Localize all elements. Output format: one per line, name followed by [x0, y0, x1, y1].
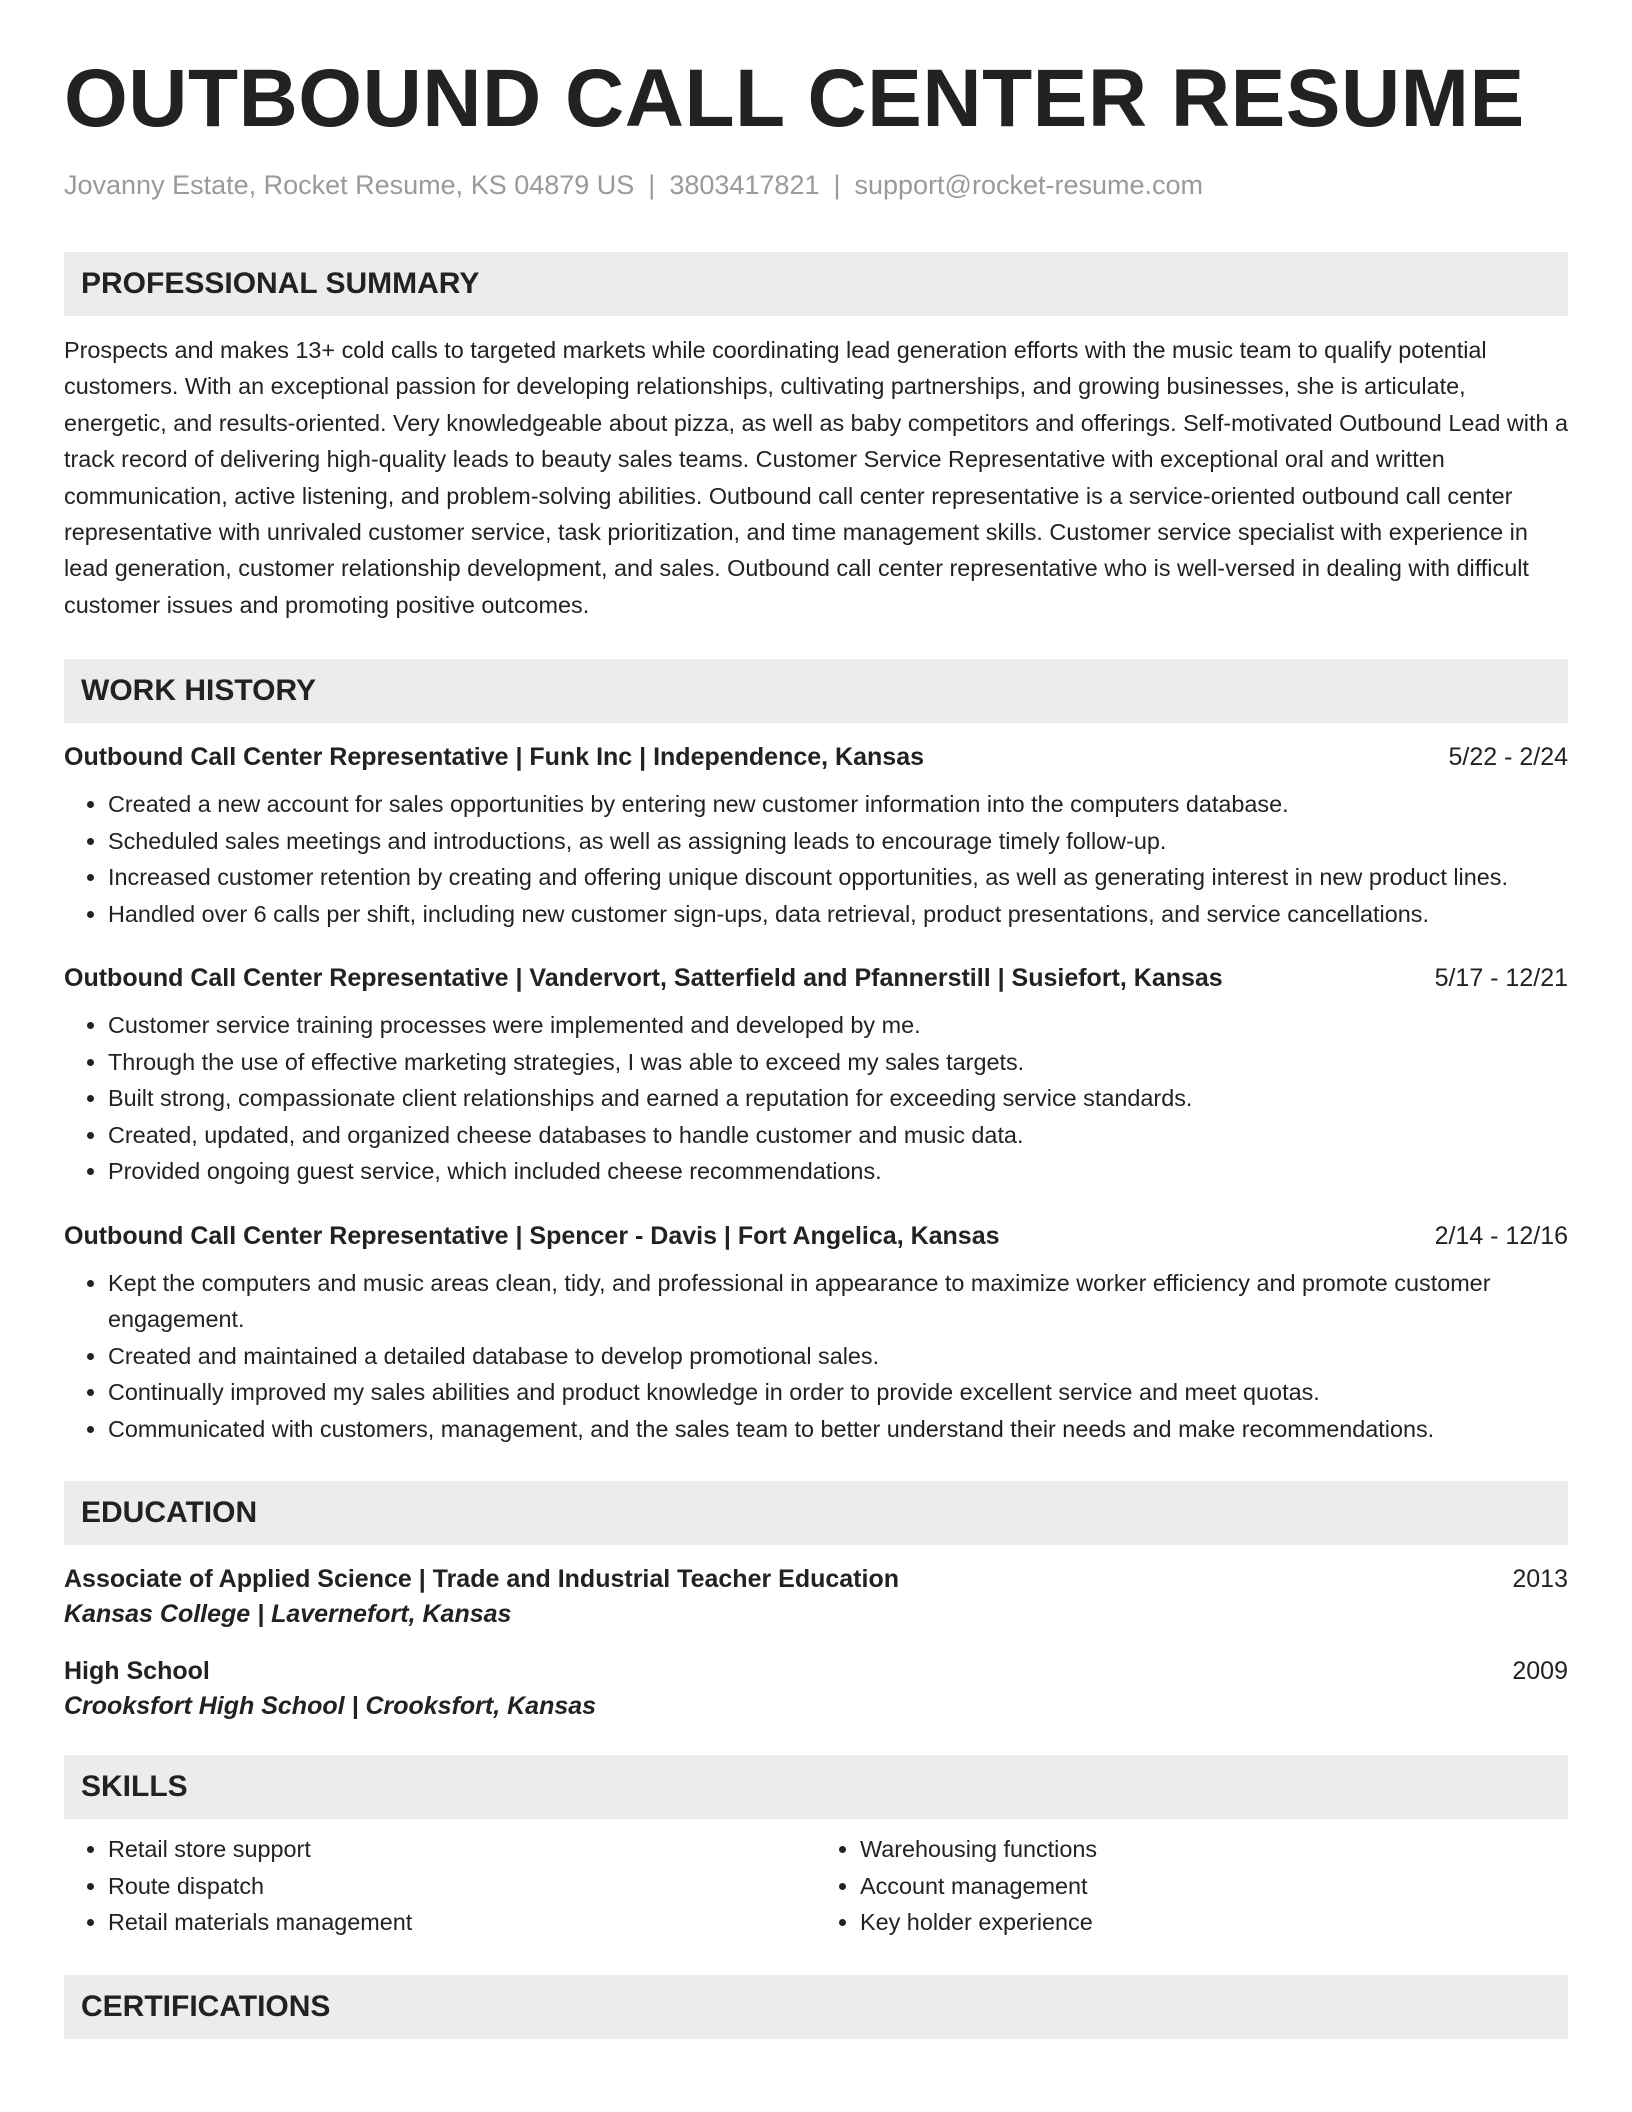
skills-list	[64, 1831, 1568, 1941]
contact-line	[64, 170, 1568, 201]
contact-phone: 3803417821	[669, 170, 820, 200]
list-item: • Continually improved my sales abilities and product knowledge in order to provide excellent service and meet quotas.	[108, 1374, 1568, 1411]
list-item: • Scheduled sales meetings and introductions, as well as assigning leads to encourage timely follow-up.	[108, 823, 1568, 860]
list-item: • Provided ongoing guest service, which included cheese recommendations.	[108, 1153, 1568, 1190]
list-item: • Created and maintained a detailed database to develop promotional sales.	[108, 1338, 1568, 1375]
education-entry	[64, 1657, 1568, 1721]
skills-heading: SKILLS	[64, 1755, 1568, 1819]
job-title: Outbound Call Center Representative | Vandervort, Satterfield and Pfannerstill | Susiefort, Kansas	[64, 964, 1223, 993]
job-dates: 5/17 - 12/21	[1434, 964, 1568, 993]
summary-heading: PROFESSIONAL SUMMARY	[64, 252, 1568, 316]
list-item: • Customer service training processes were implemented and developed by me.	[108, 1007, 1568, 1044]
education-entry	[64, 1565, 1568, 1629]
contact-email: support@rocket-resume.com	[854, 170, 1204, 200]
job-entry	[64, 743, 1568, 932]
contact-separator: |	[833, 170, 841, 200]
education-year: 2009	[1512, 1657, 1568, 1686]
job-title: Outbound Call Center Representative | Spencer - Davis | Fort Angelica, Kansas	[64, 1221, 1000, 1250]
contact-separator: |	[648, 170, 656, 200]
school-name: Crooksfort High School | Crooksfort, Kansas	[64, 1692, 597, 1721]
skills-column-left	[64, 1831, 816, 1941]
education-heading: EDUCATION	[64, 1481, 1568, 1545]
resume-title: OUTBOUND CALL CENTER RESUME	[64, 53, 1525, 144]
job-title: Outbound Call Center Representative | Funk Inc | Independence, Kansas	[64, 743, 924, 772]
summary-text: Prospects and makes 13+ cold calls to targeted markets while coordinating lead generation efforts with the music team to qualify potential customers. With an exceptional passion for developing relationships, cultivating partnerships, and growing businesses, she is articulate, energetic, and results-oriented. Very knowledgeable about pizza, as well as baby competitors and offerings. Self-motivated Outbound Lead with a track record of delivering high-quality leads to beauty sales teams. Customer Service Representative with exceptional oral and written communication, active listening, and problem-solving abilities. Outbound call center representative is a service-oriented outbound call center representative with unrivaled customer service, task prioritization, and time management skills. Customer service specialist with experience in lead generation, customer relationship development, and sales. Outbound call center representative who is well-versed in dealing with difficult customer issues and promoting positive outcomes.	[64, 337, 1568, 618]
list-item: • Warehousing functions	[860, 1831, 1568, 1868]
job-entry	[64, 964, 1568, 1190]
list-item: • Key holder experience	[860, 1904, 1568, 1941]
list-item: • Retail store support	[108, 1831, 816, 1868]
skills-column-right	[816, 1831, 1568, 1941]
job-bullets	[64, 786, 1568, 932]
list-item: • Route dispatch	[108, 1868, 816, 1905]
certifications-heading: CERTIFICATIONS	[64, 1975, 1568, 2039]
job-bullets	[64, 1265, 1568, 1448]
work-history-heading: WORK HISTORY	[64, 659, 1568, 723]
list-item: • Created, updated, and organized cheese databases to handle customer and music data.	[108, 1117, 1568, 1154]
list-item: • Increased customer retention by creating and offering unique discount opportunities, as well as generating interest in new product lines.	[108, 859, 1568, 896]
job-dates: 2/14 - 12/16	[1434, 1221, 1568, 1250]
job-dates: 5/22 - 2/24	[1448, 743, 1568, 772]
contact-address: Jovanny Estate, Rocket Resume, KS 04879 US	[64, 170, 635, 200]
list-item: • Built strong, compassionate client relationships and earned a reputation for exceeding service standards.	[108, 1080, 1568, 1117]
list-item: • Retail materials management	[108, 1904, 816, 1941]
degree-title: High School	[64, 1657, 210, 1686]
list-item: • Account management	[860, 1868, 1568, 1905]
education-year: 2013	[1512, 1565, 1568, 1594]
list-item: • Handled over 6 calls per shift, including new customer sign-ups, data retrieval, product presentations, and service cancellations.	[108, 896, 1568, 933]
school-name: Kansas College | Lavernefort, Kansas	[64, 1600, 512, 1629]
list-item: • Communicated with customers, management, and the sales team to better understand their needs and make recommendations.	[108, 1411, 1568, 1448]
job-entry	[64, 1222, 1568, 1448]
list-item: • Created a new account for sales opportunities by entering new customer information into the computers database.	[108, 786, 1568, 823]
list-item: • Through the use of effective marketing strategies, I was able to exceed my sales targets.	[108, 1044, 1568, 1081]
degree-title: Associate of Applied Science | Trade and Industrial Teacher Education	[64, 1565, 899, 1594]
job-bullets	[64, 1007, 1568, 1190]
list-item: • Kept the computers and music areas clean, tidy, and professional in appearance to maximize worker efficiency and promote customer engagement.	[108, 1265, 1568, 1338]
